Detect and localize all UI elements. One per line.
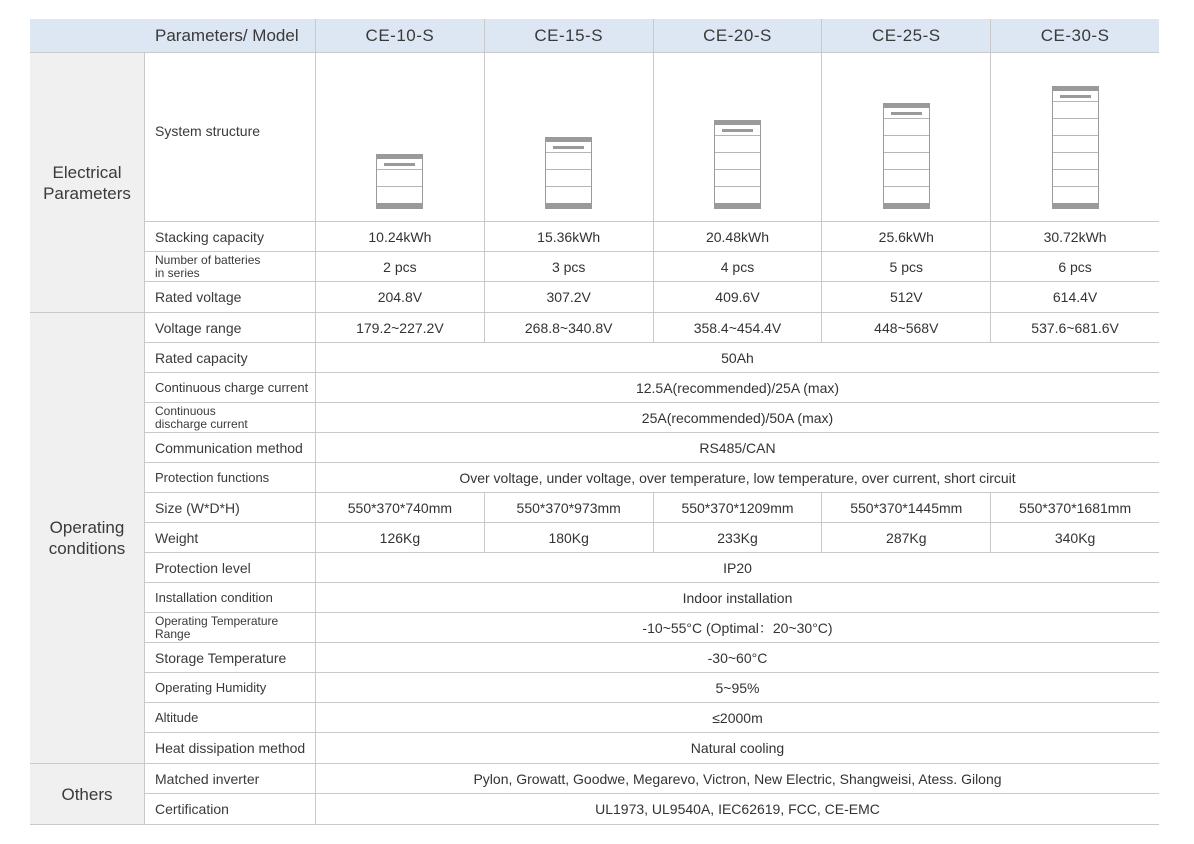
value-cell: 448~568V [822, 313, 991, 342]
label-line: discharge current [155, 416, 248, 431]
label-storage-temp: Storage Temperature [145, 643, 316, 672]
row-altitude [145, 703, 1159, 733]
model-ce-25-s: CE-25-S [822, 19, 991, 52]
row-stacking-capacity [145, 222, 1159, 252]
section-operating [30, 313, 1159, 764]
value-cell: 614.4V [1052, 289, 1098, 305]
model-ce-20-s: CE-20-S [654, 19, 823, 52]
battery-stack-icon [376, 154, 423, 209]
header-row [30, 19, 1159, 53]
value-cell: 15.36kWh [485, 222, 654, 251]
value-cell: 3 pcs [485, 252, 654, 281]
label-weight: Weight [145, 523, 316, 552]
section-title-line: conditions [48, 539, 126, 558]
label-certification: Certification [145, 794, 316, 824]
value-cell: 30.72kWh [1043, 228, 1107, 245]
label-rated-voltage: Rated voltage [145, 282, 316, 312]
row-certification [145, 794, 1159, 824]
value-cell: 537.6~681.6V [1031, 319, 1119, 336]
label-humidity: Operating Humidity [145, 673, 316, 702]
label-system-structure: System structure [145, 53, 316, 221]
section-title-line: Operating [49, 518, 125, 537]
value-cell: 180Kg [485, 523, 654, 552]
label-line: Range [155, 626, 191, 641]
row-number-of-batteries [145, 252, 1159, 282]
value-cell: 50Ah [721, 349, 754, 366]
value-cell: 2 pcs [316, 252, 485, 281]
row-installation [145, 583, 1159, 613]
label-matched-inverter: Matched inverter [145, 764, 316, 793]
section-title-operating [30, 313, 145, 763]
label-rated-capacity: Rated capacity [145, 343, 316, 372]
label-heat-dissipation: Heat dissipation method [145, 733, 316, 763]
value-cell: 550*370*740mm [316, 493, 485, 522]
label-size: Size (W*D*H) [145, 493, 316, 522]
row-matched-inverter [145, 764, 1159, 794]
value-cell: Over voltage, under voltage, over temperature, low temperature, over current, short circuit [459, 469, 1016, 486]
value-cell: 307.2V [485, 282, 654, 312]
row-rated-voltage [145, 282, 1159, 312]
row-system-structure [145, 53, 1159, 222]
label-line: Number of batteries [155, 252, 261, 267]
value-cell: 20.48kWh [654, 222, 823, 251]
value-cell: 25.6kWh [822, 222, 991, 251]
label-protection-functions: Protection functions [145, 463, 316, 492]
row-humidity [145, 673, 1159, 703]
value-cell: 550*370*1445mm [822, 493, 991, 522]
label-installation: Installation condition [145, 583, 316, 612]
label-discharge-current [145, 403, 316, 432]
value-cell: RS485/CAN [699, 439, 776, 456]
row-size [145, 493, 1159, 523]
value-cell: 550*370*1209mm [654, 493, 823, 522]
value-cell: 12.5A(recommended)/25A (max) [635, 379, 840, 396]
section-title-line: Electrical [52, 162, 122, 182]
spec-table [30, 19, 1159, 825]
value-cell: 233Kg [654, 523, 823, 552]
model-ce-10-s: CE-10-S [316, 19, 485, 52]
label-voltage-range: Voltage range [145, 313, 316, 342]
value-cell: 358.4~454.4V [654, 313, 823, 342]
row-discharge-current [145, 403, 1159, 433]
value-cell: Natural cooling [690, 740, 785, 756]
section-title-others: Others [30, 764, 145, 824]
value-cell: 4 pcs [654, 252, 823, 281]
model-ce-30-s: CE-30-S [1040, 25, 1110, 45]
value-cell: ≤2000m [712, 709, 763, 726]
row-op-temp [145, 613, 1159, 643]
section-title-line: Parameters [43, 183, 131, 203]
value-cell: 10.24kWh [316, 222, 485, 251]
value-cell: UL1973, UL9540A, IEC62619, FCC, CE-EMC [595, 801, 880, 817]
label-protection-level: Protection level [145, 553, 316, 582]
label-charge-current: Continuous charge current [145, 373, 316, 402]
value-cell: 6 pcs [1058, 258, 1092, 275]
value-cell: -10~55°C (Optimal：20~30°C) [642, 619, 833, 636]
section-others [30, 764, 1159, 825]
value-cell: 340Kg [1054, 529, 1096, 546]
row-storage-temp [145, 643, 1159, 673]
value-cell: 5~95% [715, 679, 760, 696]
label-altitude: Altitude [145, 703, 316, 732]
model-ce-15-s: CE-15-S [485, 19, 654, 52]
section-electrical [30, 53, 1159, 313]
row-voltage-range [145, 313, 1159, 343]
label-line: in series [155, 265, 200, 280]
row-rated-capacity [145, 343, 1159, 373]
label-op-temp [145, 613, 316, 642]
row-weight [145, 523, 1159, 553]
value-cell: 409.6V [654, 282, 823, 312]
value-cell: -30~60°C [707, 649, 768, 666]
row-protection-functions [145, 463, 1159, 493]
row-communication [145, 433, 1159, 463]
battery-stack-icon [883, 103, 930, 209]
value-cell: 126Kg [316, 523, 485, 552]
value-cell: 287Kg [822, 523, 991, 552]
params-model-label: Parameters/ Model [145, 19, 316, 52]
value-cell: Indoor installation [682, 589, 793, 606]
value-cell: 550*370*1681mm [1019, 499, 1132, 516]
value-cell: 512V [822, 282, 991, 312]
label-line: Operating Temperature [155, 613, 279, 628]
value-cell: 550*370*973mm [485, 493, 654, 522]
row-heat-dissipation [145, 733, 1159, 763]
battery-stack-icon [545, 137, 592, 209]
value-cell: 25A(recommended)/50A (max) [641, 409, 834, 426]
value-cell: 5 pcs [822, 252, 991, 281]
battery-stack-icon [1052, 86, 1099, 209]
row-charge-current [145, 373, 1159, 403]
battery-stack-icon [714, 120, 761, 209]
section-title-electrical [30, 53, 145, 312]
value-cell: Pylon, Growatt, Goodwe, Megarevo, Victron, New Electric, Shangweisi, Atess. Gilong [473, 770, 1002, 787]
value-cell: 268.8~340.8V [485, 313, 654, 342]
row-protection-level [145, 553, 1159, 583]
label-number-of-batteries [145, 252, 316, 281]
value-cell: 204.8V [316, 282, 485, 312]
label-stacking-capacity: Stacking capacity [145, 222, 316, 251]
label-communication: Communication method [145, 433, 316, 462]
value-cell: IP20 [723, 559, 752, 576]
value-cell: 179.2~227.2V [316, 313, 485, 342]
label-line: Continuous [155, 403, 216, 418]
